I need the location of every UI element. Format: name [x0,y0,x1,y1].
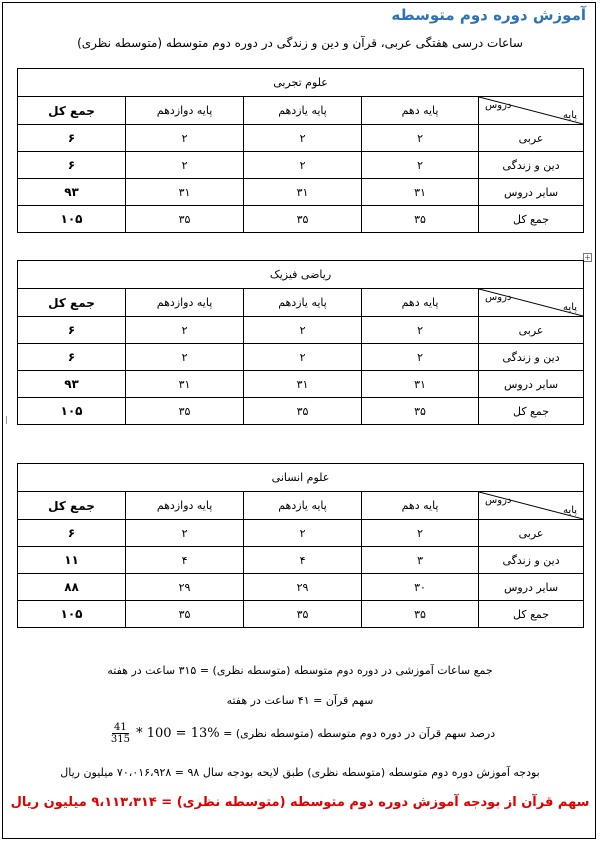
corner-header-cell [479,492,584,520]
hours-table-math-physics [17,260,584,425]
table-caption: علوم انسانی [18,464,584,492]
cell-grade11: ۲ [244,125,362,152]
grade12-header: پایه دوازدهم [126,492,244,520]
cell-total: ۱۰۵ [18,601,126,628]
cell-grade11: ۲۹ [244,574,362,601]
table-caption: علوم تجربی [18,69,584,97]
cell-grade10: ۳۵ [362,601,479,628]
cell-grade10: ۲ [362,317,479,344]
table-row [18,317,584,344]
grade10-header: پایه دهم [362,289,479,317]
cell-total: ۶ [18,344,126,371]
quran-percent-line [0,722,600,745]
corner-header-cell [479,289,584,317]
row-label: سایر دروس [479,574,584,601]
grade10-header: پایه دهم [362,492,479,520]
corner-top-label: دروس [485,100,512,111]
cell-grade11: ۳۱ [244,371,362,398]
cell-total: ۶ [18,520,126,547]
cell-grade12: ۲ [126,152,244,179]
cell-total: ۹۳ [18,371,126,398]
table-row [18,398,584,425]
quran-share-line: سهم قرآن = ۴۱ ساعت در هفته [226,694,374,707]
corner-header-cell [479,97,584,125]
cell-grade11: ۳۵ [244,398,362,425]
table-row [18,344,584,371]
grade12-header: پایه دوازدهم [126,289,244,317]
grade11-header: پایه یازدهم [244,492,362,520]
margin-cursor-mark [6,416,7,424]
cell-grade11: ۳۵ [244,601,362,628]
cell-total: ۱۱ [18,547,126,574]
total-header: جمع کل [18,289,126,317]
row-label: جمع کل [479,601,584,628]
cell-grade10: ۲ [362,520,479,547]
fraction-numerator: 41 [114,722,127,733]
cell-total: ۱۰۵ [18,398,126,425]
table-row [18,125,584,152]
cell-grade12: ۳۵ [126,206,244,233]
table-move-handle-icon[interactable]: + [584,253,591,262]
quran-percent-label: درصد سهم قرآن در دوره دوم متوسطه (متوسطه نظری) = [223,727,496,740]
row-label: عربی [479,317,584,344]
cell-grade11: ۳۱ [244,179,362,206]
cell-grade12: ۲۹ [126,574,244,601]
cell-total: ۹۳ [18,179,126,206]
corner-bottom-label: پایه [563,302,578,313]
quran-budget-share-highlight: سهم قرآن از بودجه آموزش دوره دوم متوسطه (متوسطه نظری) = ۹،۱۱۳،۳۱۴ میلیون ریال [10,795,590,810]
total-hours-line: جمع ساعات آموزشی در دوره دوم متوسطه (متوسطه نظری) = ۳۱۵ ساعت در هفته [107,664,493,677]
page-title: آموزش دوره دوم متوسطه [391,6,586,24]
cell-grade10: ۲ [362,125,479,152]
row-label: عربی [479,125,584,152]
cell-grade10: ۳۵ [362,206,479,233]
hours-table-humanities [17,463,584,628]
table-row [18,206,584,233]
cell-grade12: ۲ [126,520,244,547]
row-label: جمع کل [479,206,584,233]
cell-grade11: ۲ [244,152,362,179]
table-row [18,547,584,574]
corner-top-label: دروس [485,292,512,303]
cell-grade12: ۲ [126,125,244,152]
grade12-header: پایه دوازدهم [126,97,244,125]
percent-formula [105,722,220,745]
cell-total: ۸۸ [18,574,126,601]
cell-total: ۶ [18,125,126,152]
row-label: دین و زندگی [479,344,584,371]
budget-line: بودجه آموزش دوره دوم متوسطه (متوسطه نظری) طبق لایحه بودجه سال ۹۸ = ۷۰،۰۱۶،۹۲۸ میلیون ریال [60,766,540,779]
cell-grade10: ۲ [362,344,479,371]
cell-grade10: ۳۵ [362,398,479,425]
corner-top-label: دروس [485,495,512,506]
total-header: جمع کل [18,492,126,520]
cell-grade12: ۴ [126,547,244,574]
cell-grade12: ۳۵ [126,398,244,425]
cell-grade10: ۳۱ [362,371,479,398]
cell-grade12: ۳۵ [126,601,244,628]
cell-grade12: ۳۱ [126,179,244,206]
cell-grade12: ۳۱ [126,371,244,398]
cell-grade10: ۳ [362,547,479,574]
cell-grade11: ۲ [244,317,362,344]
hours-table-experimental-sciences [17,68,584,233]
page-subtitle: ساعات درسی هفتگی عربی، قرآن و دین و زندگی در دوره دوم متوسطه (متوسطه نظری) [77,36,523,50]
table-row [18,574,584,601]
cell-total: ۶ [18,317,126,344]
cell-grade10: ۲ [362,152,479,179]
row-label: سایر دروس [479,179,584,206]
row-label: جمع کل [479,398,584,425]
corner-bottom-label: پایه [563,110,578,121]
table-row [18,371,584,398]
cell-grade12: ۲ [126,317,244,344]
grade11-header: پایه یازدهم [244,97,362,125]
fraction [109,722,132,745]
table-row [18,520,584,547]
cell-grade10: ۳۰ [362,574,479,601]
corner-bottom-label: پایه [563,505,578,516]
row-label: سایر دروس [479,371,584,398]
table-row [18,152,584,179]
row-label: عربی [479,520,584,547]
cell-grade11: ۳۵ [244,206,362,233]
total-header: جمع کل [18,97,126,125]
fraction-denominator: 315 [110,734,130,745]
row-label: دین و زندگی [479,547,584,574]
formula-expression: * 100 = 13% [136,726,220,741]
grade10-header: پایه دهم [362,97,479,125]
cell-total: ۶ [18,152,126,179]
cell-grade12: ۲ [126,344,244,371]
table-row [18,601,584,628]
table-row [18,179,584,206]
cell-grade11: ۴ [244,547,362,574]
cell-grade10: ۳۱ [362,179,479,206]
table-caption: ریاضی فیزیک [18,261,584,289]
cell-grade11: ۲ [244,520,362,547]
cell-grade11: ۲ [244,344,362,371]
row-label: دین و زندگی [479,152,584,179]
cell-total: ۱۰۵ [18,206,126,233]
grade11-header: پایه یازدهم [244,289,362,317]
